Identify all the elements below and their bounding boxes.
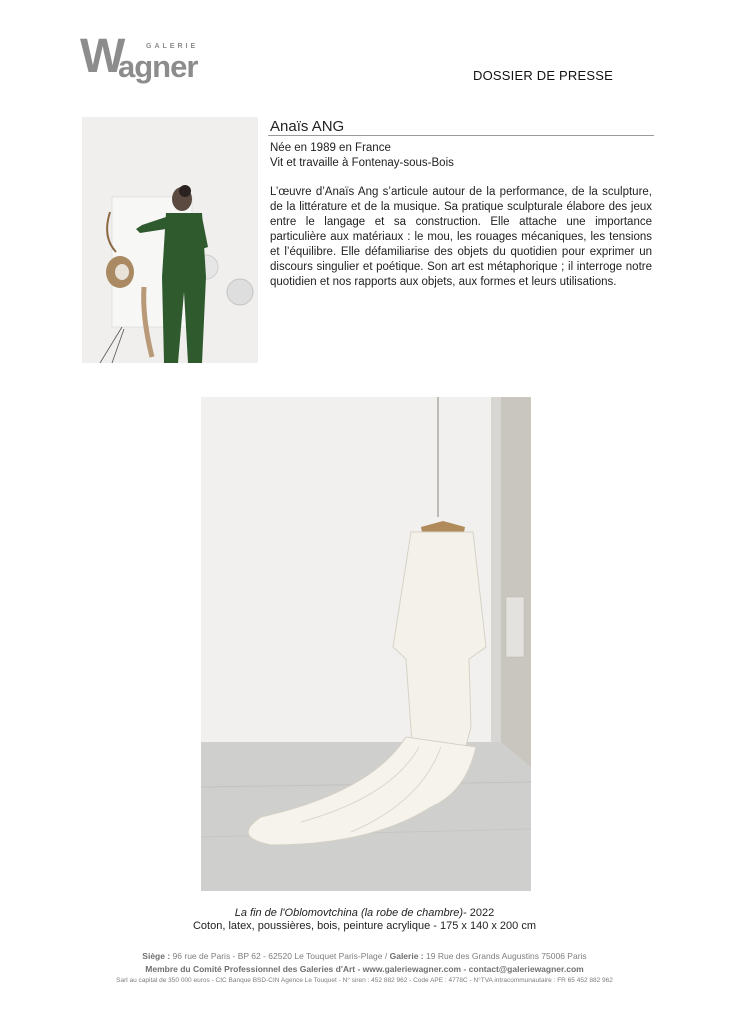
galerie-wagner-logo (80, 27, 210, 83)
logo-galerie-text: GALERIE (146, 43, 199, 50)
artwork-photo (201, 397, 531, 891)
logo-letter-w: W (80, 30, 124, 83)
footer-galerie: 19 Rue des Grands Augustins 75006 Paris (426, 951, 587, 961)
artist-name: Anaïs ANG (270, 118, 345, 135)
footer-siege-label: Siège : (142, 951, 171, 961)
artwork-title-text: La fin de l'Oblomovtchina (la robe de chambre) (234, 907, 464, 919)
footer-address (0, 951, 729, 961)
document-type-label: DOSSIER DE PRESSE (473, 68, 613, 83)
artist-portrait-photo (82, 117, 258, 363)
footer-siege: 96 rue de Paris - BP 62 - 62520 Le Touquet Paris-Plage / (172, 951, 388, 961)
footer-legal: Sarl au capital de 350 000 euros - CIC Banque BSD-CIN Agence Le Touquet - N° siren : 452 882 962 - Code APE : 4778C - N°TVA intracommunautaire : FR 65 452 882 962 (116, 977, 613, 984)
footer-membership (0, 964, 729, 974)
artwork-year: - 2022 (463, 907, 495, 919)
footer-membership-text: Membre du Comité Professionnel des Galeries d'Art - www.galeriewagner.com - contact@galeriewagner.com (145, 964, 584, 974)
footer-galerie-label: Galerie : (389, 951, 424, 961)
logo-agner-text: agner (118, 49, 198, 84)
artwork-materials: Coton, latex, poussières, bois, peinture acrylique - 175 x 140 x 200 cm (192, 920, 537, 932)
artwork-title (0, 907, 729, 919)
artist-residence: Vit et travaille à Fontenay-sous-Bois (270, 157, 454, 169)
name-divider (268, 135, 654, 136)
artist-bio (270, 141, 454, 171)
artist-description: L’œuvre d’Anaïs Ang s’articule autour de la performance, de la sculpture, de la littérature et de la musique. Sa pratique sculpturale élabore des jeux entre le langage et sa construction. Elle attache une importance particulière aux matériaux : le mou, les rouages mécaniques, les tensions et l’équilibre. Elle défamiliarise des objets du quotidien pour exprimer un discours singulier et poétique. Son art est métaphorique ; il interroge notre quotidien et nos rapports aux objets, aux formes et leurs utilisations. (270, 186, 652, 288)
artist-birth: Née en 1989 en France (270, 142, 391, 154)
